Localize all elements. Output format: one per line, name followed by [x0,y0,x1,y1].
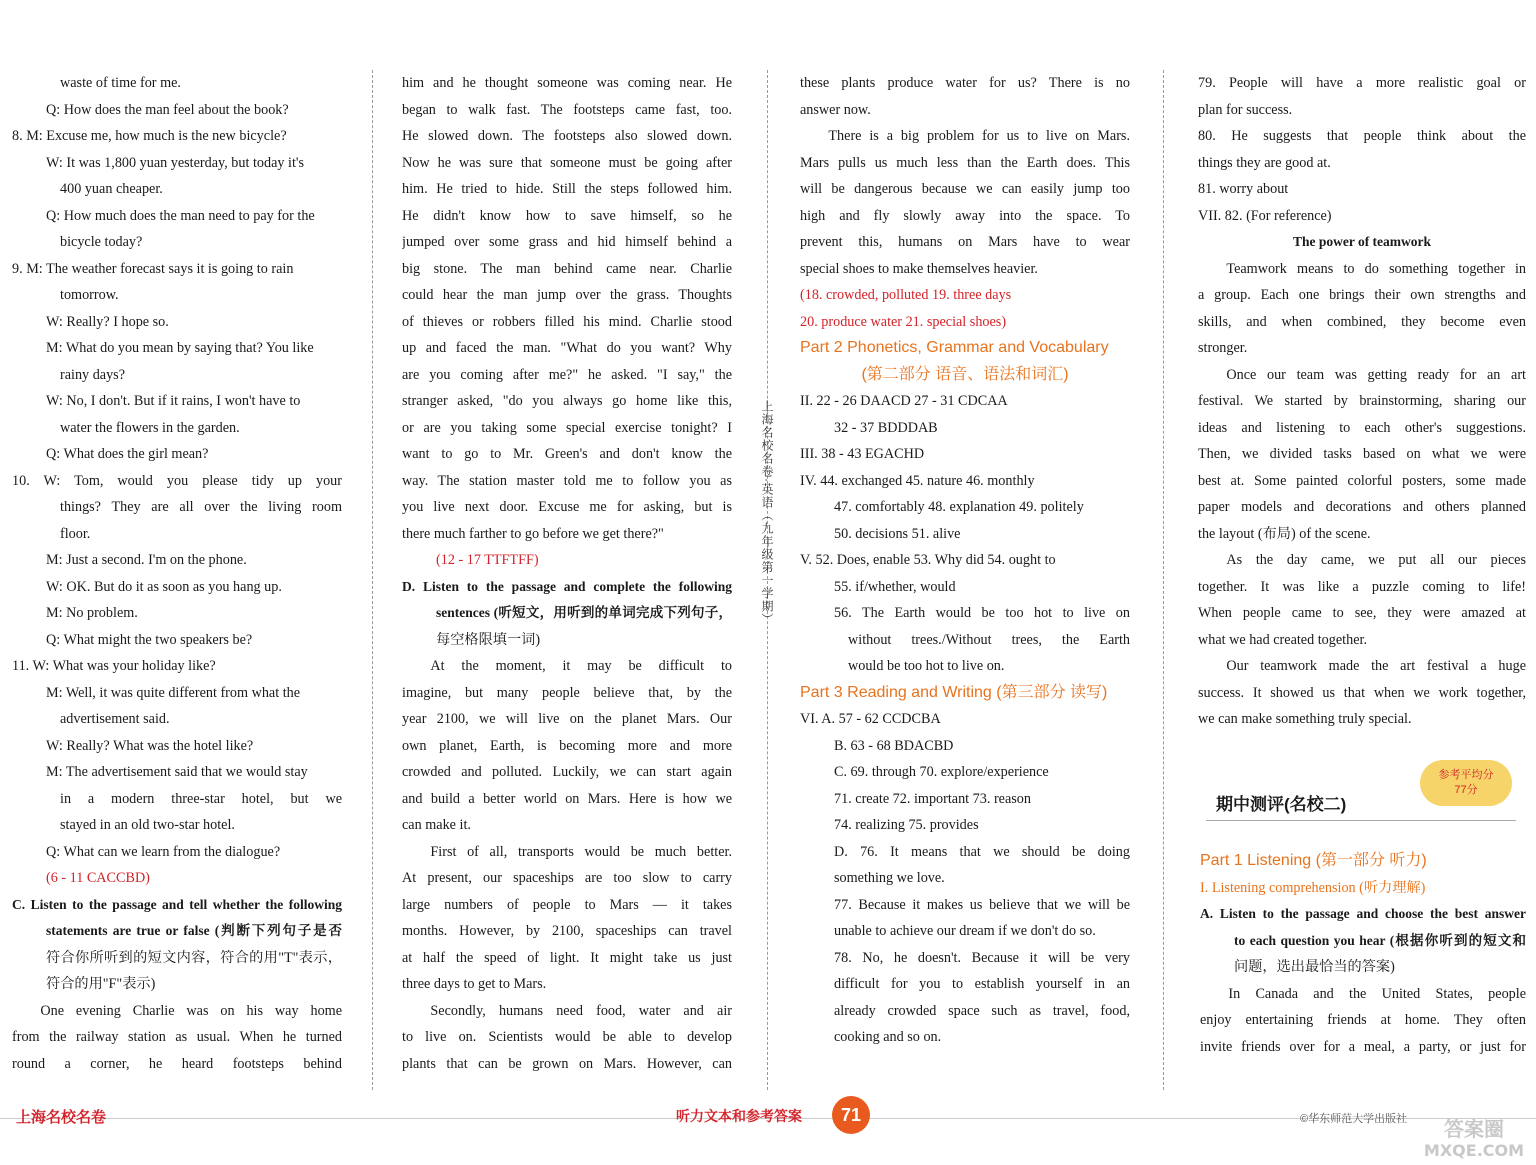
text-line: waste of time for me. [60,75,181,91]
text-line: there much farther to go before we get there?" [402,525,664,542]
text-line: W: OK. But do it as soon as you hang up. [46,578,282,595]
text-line: invite friends over for a meal, a party, or just for [1200,1038,1526,1055]
watermark-logo [1415,1118,1533,1162]
column-3 [800,70,1130,1051]
text-line: special shoes to make themselves heavier. [800,260,1038,277]
text-line: 20. produce water 21. special shoes) [800,313,1007,330]
text-line: best at. Some painted colorful posters, some made [1198,472,1526,489]
text-line: 每空格限填一词) [436,631,541,648]
text-line: C. Listen to the passage and tell whether the following [12,896,342,912]
text-line: months. However, by 2100, spaceships can travel [402,923,732,939]
text-line: At the moment, it may be difficult to [430,658,732,674]
text-line: 80. He suggests that people think about the [1198,128,1526,144]
text-line: prevent this, humans on Mars have to wear [800,234,1130,250]
text-line: unable to achieve our dream if we don't do so. [834,923,1096,939]
text-line: in a modern three-star hotel, but we [60,790,342,807]
text-line: sentences (听短文，用听到的单词完成下列句子， [436,605,732,620]
text-line: M: Well, it was quite different from what the [46,684,301,701]
text-line: 9. M: The weather forecast says it is going to rain [12,260,294,277]
text-line: we can make something truly special. [1198,711,1412,727]
text-line: success. It showed us that when we work together, [1198,684,1526,701]
text-line: Our teamwork made the art festival a huge [1226,658,1526,674]
column-4 [1198,70,1526,733]
text-line: 32 - 37 BDDDAB [834,419,938,436]
text-line: advertisement said. [60,711,170,727]
text-line: began to walk fast. The footsteps came fast, too. [402,101,732,118]
text-line: 符合你所听到的短文内容，符合的用"T"表示， [46,949,342,966]
text-line: enjoy entertaining friends at home. They often [1200,1012,1526,1028]
series-title: 上海名校名卷 [16,1109,107,1126]
text-line: IV. 44. exchanged 45. nature 46. monthly [800,472,1035,489]
text-line: He didn't know how to save himself, so he [402,207,732,224]
text-line: answer now. [800,101,871,118]
text-line: stranger asked, "do you always go home like this, [402,393,732,409]
text-line: Q: How much does the man need to pay for the [46,207,315,224]
text-line: The power of teamwork [1292,234,1432,249]
text-line: Part 1 Listening (第一部分 听力) [1200,852,1427,869]
text-line: him and he thought someone was coming near. He [402,75,732,91]
publisher: ©华东师范大学出版社 [1300,1113,1408,1125]
text-line: are you coming after me?" he asked. "I say," the [402,366,732,383]
text-line: from the railway station as usual. When he turned [12,1029,342,1045]
text-line: One evening Charlie was on his way home [40,1002,342,1019]
text-line: W: No, I don't. But if it rains, I won't have to [46,393,301,409]
text-line: M: Just a second. I'm on the phone. [46,552,247,568]
text-line: 55. if/whether, would [834,578,956,595]
text-line: Secondly, humans need food, water and air [430,1002,732,1019]
text-line: at half the speed of light. It might take us just [402,949,732,966]
text-line: way. The station master told me to follow you as [402,472,732,489]
text-line: D. Listen to the passage and complete the following [402,578,732,594]
text-line: imagine, but many people believe that, by the [402,684,732,701]
midterm-title: 期中测评(名校二) [1216,795,1347,814]
text-line: W: It was 1,800 yuan yesterday, but today it's [46,154,305,171]
text-line: W: Really? I hope so. [46,313,169,330]
text-line: of thieves or robbers filled his mind. Charlie stood [402,313,732,330]
average-score-badge [1420,760,1512,806]
text-line: M: What do you mean by saying that? You like [46,340,314,356]
text-line: to each question you hear (根据你听到的短文和 [1234,932,1526,948]
text-line: or are you taking some special exercise tonight? I [402,419,732,436]
text-line: what we had created together. [1198,631,1367,648]
text-line: a group. Each one brings their own strengths and [1198,287,1526,303]
text-line: 400 yuan cheaper. [60,181,163,197]
text-line: without trees./Without trees, the Earth [848,631,1130,648]
text-line: B. 63 - 68 BDACBD [834,737,954,754]
text-line: water the flowers in the garden. [60,419,240,436]
text-line: (第二部分 语音、语法和词汇) [861,365,1069,383]
text-line: Part 3 Reading and Writing (第三部分 读写) [800,683,1108,701]
text-line: 56. The Earth would be too hot to live on [834,605,1130,621]
text-line: things they are good at. [1198,154,1331,171]
text-line: plan for success. [1198,101,1293,118]
column-divider [372,70,373,1090]
text-line: rainy days? [60,366,126,383]
text-line: VII. 82. (For reference) [1198,207,1332,224]
text-line: 74. realizing 75. provides [834,817,979,833]
text-line: D. 76. It means that we should be doing [834,843,1130,860]
text-line: 11. W: What was your holiday like? [12,658,216,674]
text-line: 问题，选出最恰当的答案) [1234,959,1395,975]
text-line: VI. A. 57 - 62 CCDCBA [800,711,941,727]
text-line: own planet, Earth, is becoming more and more [402,737,732,754]
column-4-lower [1200,848,1526,1060]
text-line: 77. Because it makes us believe that we will be [834,896,1130,913]
text-line: As the day came, we put all our pieces [1226,552,1526,568]
text-line: There is a big problem for us to live on Mars. [828,128,1130,144]
column-2 [402,70,732,1077]
text-line: round a corner, he heard footsteps behind [12,1055,342,1072]
text-line: Then, we divided tasks based on what we were [1198,446,1526,462]
text-line: I. Listening comprehension (听力理解) [1200,879,1426,896]
text-line: you live next door. Excuse me for asking, but is [402,499,732,515]
text-line: When people came to see, they were amazed at [1198,605,1526,621]
text-line: floor. [60,525,91,542]
text-line: things? They are all over the living room [60,499,342,515]
text-line: Part 2 Phonetics, Grammar and Vocabulary [800,339,1109,356]
text-line: Q: What might the two speakers be? [46,631,253,648]
text-line: (6 - 11 CACCBD) [46,870,150,886]
text-line: already crowded space such as travel, food, [834,1002,1130,1019]
text-line: can make it. [402,817,471,833]
text-line: jumped over some grass and hid himself behind a [402,234,732,250]
text-line: 50. decisions 51. alive [834,525,961,542]
section-title: 听力文本和参考答案 [676,1108,802,1124]
text-line: He slowed down. The footsteps also slowed down. [402,128,732,144]
text-line: high and fly slowly away into the space. To [800,207,1130,224]
text-line: II. 22 - 26 DAACD 27 - 31 CDCAA [800,393,1008,409]
column-divider [1163,70,1164,1090]
text-line: three days to get to Mars. [402,976,547,992]
column-1 [12,70,342,1077]
text-line: large numbers of people to Mars — it takes [402,896,732,913]
text-line: skills, and when combined, they become even [1198,313,1526,330]
text-line: something we love. [834,870,945,886]
text-line: the layout (布局) of the scene. [1198,525,1371,542]
text-line: and build a better world on Mars. Here is how we [402,790,732,807]
text-line: year 2100, we will live on the planet Mars. Our [402,711,732,727]
text-line: C. 69. through 70. explore/experience [834,764,1049,780]
text-line: W: Really? What was the hotel like? [46,737,254,754]
text-line: to live on. Scientists would be able to develop [402,1029,732,1045]
text-line: At present, our spaceships are too slow to carry [402,870,732,886]
text-line: stronger. [1198,340,1248,356]
text-line: III. 38 - 43 EGACHD [800,446,925,462]
text-line: cooking and so on. [834,1029,942,1045]
text-line: Once our team was getting ready for an art [1226,366,1526,383]
page-number: 71 [832,1096,870,1134]
page-footer [0,1092,1536,1142]
text-line: Mars pulls us much less than the Earth does. This [800,154,1130,171]
midterm-header [1198,760,1526,840]
text-line: (18. crowded, polluted 19. three days [800,287,1012,303]
text-line: Q: What does the girl mean? [46,446,209,462]
text-line: M: The advertisement said that we would stay [46,764,308,780]
text-line: festival. We started by brainstorming, sharing our [1198,393,1526,409]
text-line: difficult for you to establish yourself in an [834,976,1130,992]
text-line: Teamwork means to do something together in [1226,260,1526,277]
text-line: these plants produce water for us? There is no [800,75,1130,91]
text-line: big stone. The man behind came near. Charlie [402,260,732,277]
text-line: Now he was sure that someone must be going after [402,154,732,171]
text-line: stayed in an old two-star hotel. [60,817,235,833]
text-line: 71. create 72. important 73. reason [834,790,1031,807]
text-line: paper models and decorations and others planned [1198,499,1526,515]
text-line: tomorrow. [60,287,119,303]
badge-label: 参考平均分 [1438,769,1494,781]
text-line: crowded and polluted. Luckily, we can start again [402,764,732,780]
spine-text: 上海名校名卷·英语（九年级第一学期） [760,400,774,626]
text-line: 78. No, he doesn't. Because it will be very [834,949,1130,966]
text-line: 符合的用"F"表示) [46,976,156,992]
text-line: Q: How does the man feel about the book? [46,101,289,118]
text-line: 8. M: Excuse me, how much is the new bicycle? [12,128,287,144]
text-line: together. It was like a puzzle coming to life! [1198,578,1526,595]
text-line: Q: What can we learn from the dialogue? [46,843,281,860]
text-line: want to go to Mr. Green's and don't know the [402,446,732,462]
text-line: A. Listen to the passage and choose the best answer [1200,906,1526,921]
text-line: him. He tried to hide. Still the steps followed him. [402,181,732,197]
text-line: will be dangerous because we can easily jump too [800,181,1130,197]
text-line: bicycle today? [60,234,143,250]
text-line: would be too hot to live on. [848,658,1005,674]
watermark-bottom: MXQE.COM [1423,1141,1525,1160]
text-line: In Canada and the United States, people [1228,985,1526,1002]
text-line: First of all, transports would be much better. [430,843,732,860]
text-line: 47. comfortably 48. explanation 49. politely [834,499,1084,515]
text-line: ideas and listening to each other's suggestions. [1198,419,1526,436]
divider [1206,820,1516,821]
text-line: (12 - 17 TTFTFF) [436,552,539,568]
text-line: statements are true or false (判断下列句子是否 [46,923,342,938]
badge-score: 77分 [1454,784,1478,796]
text-line: 81. worry about [1198,181,1289,197]
text-line: M: No problem. [46,605,138,621]
text-line: could hear the man jump over the grass. Thoughts [402,287,732,303]
text-line: 10. W: Tom, would you please tidy up your [12,472,342,489]
text-line: V. 52. Does, enable 53. Why did 54. ought to [800,552,1056,568]
text-line: 79. People will have a more realistic goal or [1198,75,1526,91]
text-line: plants that can be grown on Mars. However, can [402,1055,732,1072]
watermark-top: 答案圈 [1444,1117,1504,1141]
text-line: up and faced the man. "What do you want? Why [402,340,732,356]
column-4-upper [1198,70,1526,733]
